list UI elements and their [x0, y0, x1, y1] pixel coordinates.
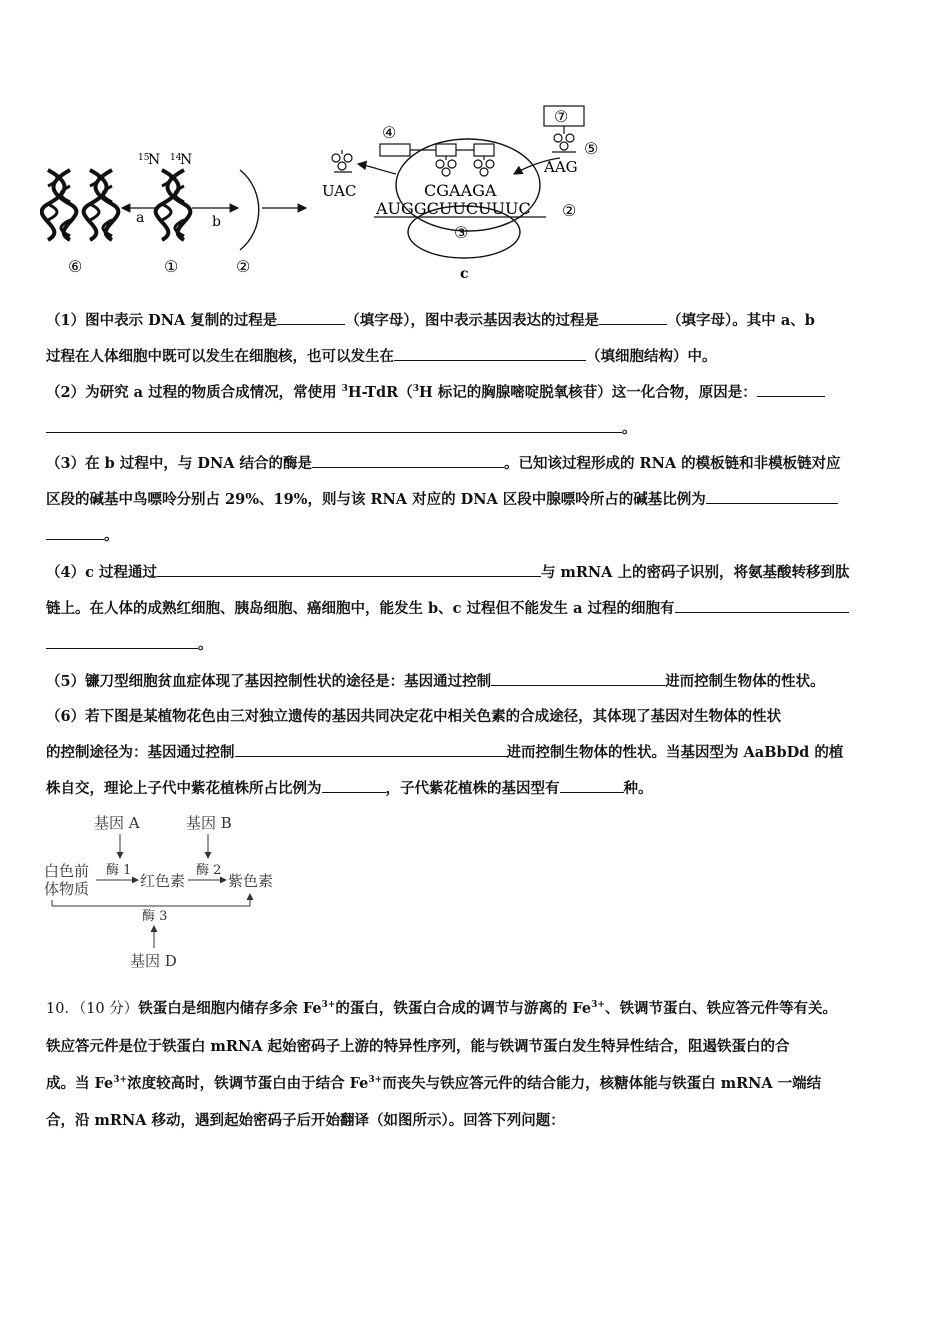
- question-1: （1）图中表示 DNA 复制的过程是 （填字母），图中表示基因表达的过程是 （填字母）。其中 a、b 过程在人体细胞中既可以发生在细胞核，也可以发生在 （填细胞结构）中。: [46, 303, 908, 375]
- mrna-sequence: AUGGCUUCUUUC: [376, 199, 531, 218]
- blank-q5-1[interactable]: [491, 667, 665, 686]
- red-pigment: 红色素: [140, 872, 186, 890]
- label-circle-1: ①: [164, 257, 179, 276]
- rna-strand: [240, 170, 259, 250]
- blank-q4-3[interactable]: [46, 630, 198, 649]
- question-6: （6）若下图是某植物花色由三对独立遗传的基因共同决定花中相关色素的合成途径，其体现了基因对生物体的性状 的控制途径为：基因通过控制 进而控制生物体的性状。当基因型为 AaBbDd 的植 株自交，理论上子代中紫花植株所占比例为 ，子代紫花植株的基因型有 种。: [46, 708, 844, 797]
- trna-incoming: [552, 126, 576, 152]
- blank-q6-2[interactable]: [322, 774, 386, 793]
- enzyme-1: 酶 1: [106, 863, 132, 878]
- question-2: （2）为研究 a 过程的物质合成情况，常使用 $^3$H-TdR（$^3$H 标记的胸腺嘧啶脱氧核苷）这一化合物，原因是： 。: [46, 375, 908, 447]
- question-10: 10．（10 分）铁蛋白是细胞内储存多余 $Fe^{3+}$的蛋白，铁蛋白合成的调节与游离的 $Fe^{3+}$、铁调节蛋白、铁应答元件等有关。 铁应答元件是位于铁蛋白 mRNA 起始密码子上游的特异性序列，能与铁调节蛋白发生特异性结合，阻遏铁蛋白的合 成。当 $Fe^{3+}$浓度较高时，铁调节蛋白由于结合 $Fe^{3+}$而丧失与铁应答元件的结合能力，核糖体能与铁蛋白 mRNA 一端结 合，沿 mRNA 移动，遇到起始密码子后开始翻译（如图所示）。回答下列问题：: [46, 1000, 837, 1129]
- question-number: 10．（10 分）: [46, 1001, 139, 1017]
- blank-q1-3[interactable]: [394, 342, 586, 361]
- label-circle-3: ③: [454, 223, 469, 242]
- arrow-trna-out: [358, 164, 396, 174]
- gene-b: 基因 B: [186, 814, 232, 832]
- codon-uac: UAC: [322, 182, 357, 200]
- blank-q6-3[interactable]: [560, 774, 624, 793]
- label-b: b: [212, 214, 221, 230]
- gene-a: 基因 A: [94, 814, 140, 832]
- codon-aag: AAG: [544, 158, 578, 176]
- blank-q3-3[interactable]: [46, 521, 104, 540]
- blank-q4-1[interactable]: [157, 558, 541, 577]
- peptide-chain: [380, 144, 410, 156]
- precursor-line1: 白色前: [44, 862, 90, 880]
- purple-pigment: 紫色素: [228, 872, 274, 890]
- enzyme-3: 酶 3: [142, 909, 168, 924]
- label-circle-2-right: ②: [562, 201, 577, 220]
- blank-q1-1[interactable]: [277, 306, 345, 325]
- precursor-line2: 体物质: [44, 880, 90, 898]
- question-5: （5）镰刀型细胞贫血症体现了基因控制性状的途径是：基因通过控制 进而控制生物体的性状。: [46, 664, 908, 700]
- blank-q4-2[interactable]: [675, 594, 849, 613]
- gene-d: 基因 D: [130, 952, 177, 970]
- blank-q1-2[interactable]: [599, 306, 667, 325]
- dna-expression-figure: [40, 100, 620, 285]
- pigment-pathway-figure: [44, 808, 294, 973]
- dna-helix-6b: [84, 170, 119, 240]
- blank-q3-1[interactable]: [312, 449, 504, 468]
- isotope-15-sup: 15: [138, 153, 150, 163]
- label-circle-5: ⑤: [584, 139, 599, 158]
- label-circle-6: ⑥: [68, 257, 83, 276]
- label-a: a: [136, 210, 145, 226]
- enzyme-2: 酶 2: [196, 863, 222, 878]
- label-circle-2-left: ②: [236, 257, 251, 276]
- trna-in-ribosome: [436, 144, 494, 176]
- isotope-15-el: N: [148, 152, 161, 168]
- dna-helix-6a: [42, 170, 77, 240]
- label-c: c: [460, 266, 469, 282]
- trna-leaving: [332, 150, 352, 172]
- question-4: （4）c 过程通过 与 mRNA 上的密码子识别，将氨基酸转移到肽 链上。在人体的成熟红细胞、胰岛细胞、癌细胞中，能发生 b、c 过程但不能发生 a 过程的细胞有 。: [46, 555, 908, 663]
- blank-q6-1[interactable]: [235, 738, 507, 757]
- isotope-14-sup: 14: [170, 153, 182, 163]
- label-circle-7: ⑦: [554, 107, 569, 126]
- dna-helix-1: [156, 170, 191, 240]
- blank-q2-1[interactable]: [757, 378, 825, 397]
- blank-q3-2[interactable]: [706, 485, 838, 504]
- anticodons: CGAAGA: [424, 181, 497, 200]
- question-3: （3）在 b 过程中，与 DNA 结合的酶是 。已知该过程形成的 RNA 的模板链和非模板链对应 区段的碱基中鸟嘌呤分别占 29%、19%，则与该 RNA 对应的 DNA 区段中腺嘌呤所占的碱基比例为 。: [46, 446, 908, 554]
- blank-q2-2[interactable]: [46, 414, 622, 433]
- label-circle-4: ④: [382, 123, 397, 142]
- isotope-14-el: N: [180, 152, 193, 168]
